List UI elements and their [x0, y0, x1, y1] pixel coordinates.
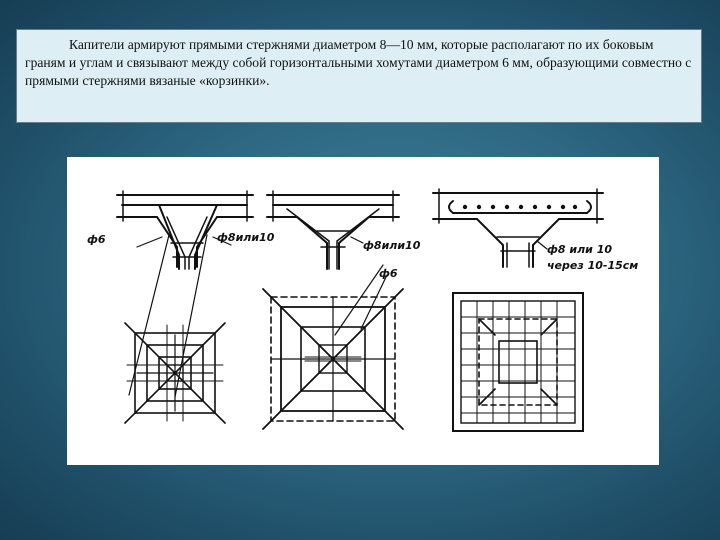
label-step-right: через 10-15см	[547, 259, 639, 272]
label-d6-left: ф6	[87, 233, 106, 246]
rebar-dots	[463, 205, 577, 209]
caption-box	[16, 29, 702, 123]
capital-plan-left	[125, 323, 225, 423]
label-d6-middle: ф6	[379, 267, 398, 280]
caption-text: Капители армируют прямыми стержнями диаметром 8—10 мм, которые располагают по их боковым граням и углам и связывают между собой горизонтальными хомутами диаметром 6 мм, образующими совместно с прямыми стержнями вязаные «корзинки».	[25, 37, 692, 88]
capital-plan-right	[453, 293, 583, 431]
label-d8-10-middle: ф8или10	[363, 239, 421, 252]
capital-plan-middle	[263, 275, 403, 429]
label-d8-10-left: ф8или10	[217, 231, 275, 244]
reinforcement-drawing	[67, 157, 659, 465]
label-d8-10-right: ф8 или 10	[547, 243, 613, 256]
capital-elevation-left	[117, 191, 253, 397]
reinforcement-figure	[67, 157, 659, 465]
